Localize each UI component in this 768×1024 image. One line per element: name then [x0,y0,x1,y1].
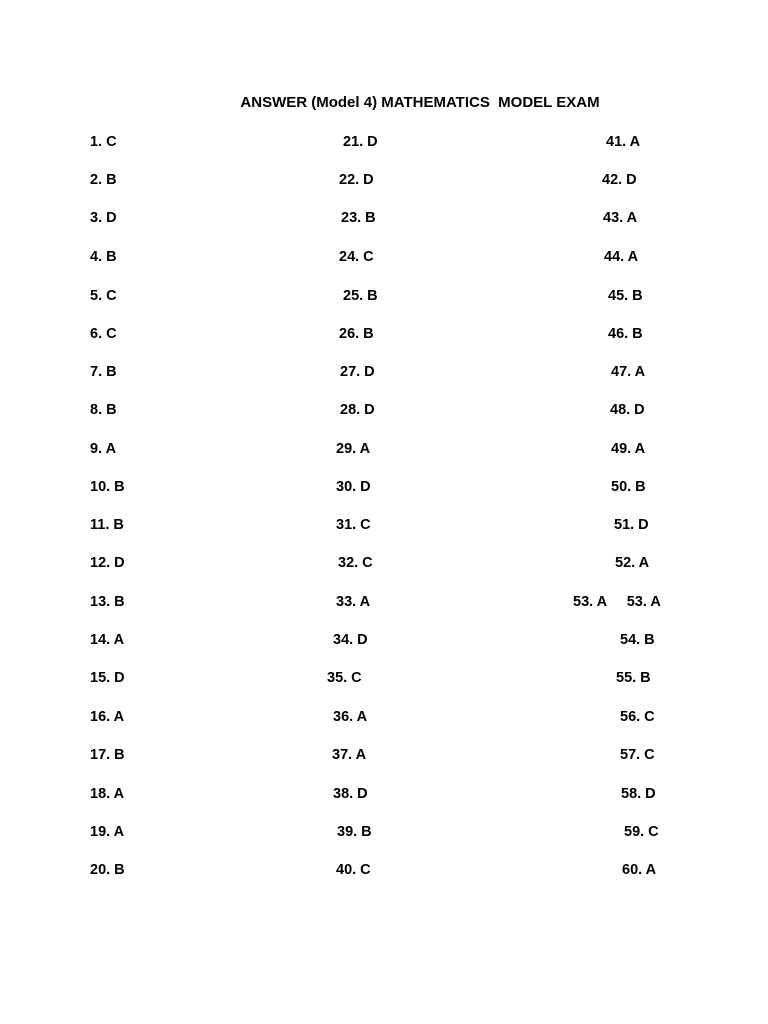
answer-item: 48. D [610,402,645,418]
answer-item: 1. C [90,134,117,150]
answer-item: 5. C [90,288,117,304]
answer-item: 18. A [90,786,125,802]
answer-item: 9. A [90,441,117,457]
answer-item: 39. B [337,824,372,840]
answer-item: 43. A [603,210,638,226]
answer-item: 29. A [336,441,371,457]
answer-item: 34. D [333,632,368,648]
answer-item: 20. B [90,862,125,878]
answer-item: 15. D [90,670,125,686]
answer-item: 12. D [90,555,125,571]
answer-item: 14. A [90,632,125,648]
answer-item: 42. D [602,172,637,188]
answer-item: 59. C [624,824,659,840]
answer-item: 32. C [338,555,373,571]
answer-item: 25. B [343,288,378,304]
answer-item: 36. A [333,709,368,725]
answer-item: 44. A [604,249,639,265]
answer-item: 6. C [90,326,117,342]
answer-item: 24. C [339,249,374,265]
answer-item: 23. B [341,210,376,226]
answer-item: 45. B [608,288,643,304]
answer-item: 41. A [606,134,641,150]
answer-item: 4. B [90,249,117,265]
answer-item: 38. D [333,786,368,802]
answer-item: 19. A [90,824,125,840]
answer-item: 26. B [339,326,374,342]
answer-item: 31. C [336,517,371,533]
answer-item: 53. A 53. A [573,594,661,610]
answer-item: 13. B [90,594,125,610]
answer-item: 60. A [622,862,657,878]
answer-item: 37. A [332,747,367,763]
answer-item: 56. C [620,709,655,725]
answer-item: 28. D [340,402,375,418]
answer-item: 10. B [90,479,125,495]
answer-item: 47. A [611,364,646,380]
answer-item: 7. B [90,364,117,380]
answer-item: 49. A [611,441,646,457]
answer-item: 17. B [90,747,125,763]
answer-item: 8. B [90,402,117,418]
answer-item: 51. D [614,517,649,533]
answer-item: 27. D [340,364,375,380]
answer-item: 50. B [611,479,646,495]
answer-item: 55. B [616,670,651,686]
answer-item: 54. B [620,632,655,648]
answer-item: 52. A [615,555,650,571]
answer-item: 35. C [327,670,362,686]
answer-item: 2. B [90,172,117,188]
page-title: ANSWER (Model 4) MATHEMATICS MODEL EXAM [240,94,600,111]
answer-item: 21. D [343,134,378,150]
answer-item: 57. C [620,747,655,763]
answer-item: 58. D [621,786,656,802]
answer-item: 46. B [608,326,643,342]
answer-item: 30. D [336,479,371,495]
answer-item: 22. D [339,172,374,188]
answer-item: 16. A [90,709,125,725]
answer-item: 3. D [90,210,117,226]
answer-item: 11. B [90,517,124,533]
answer-item: 40. C [336,862,371,878]
answer-item: 33. A [336,594,371,610]
